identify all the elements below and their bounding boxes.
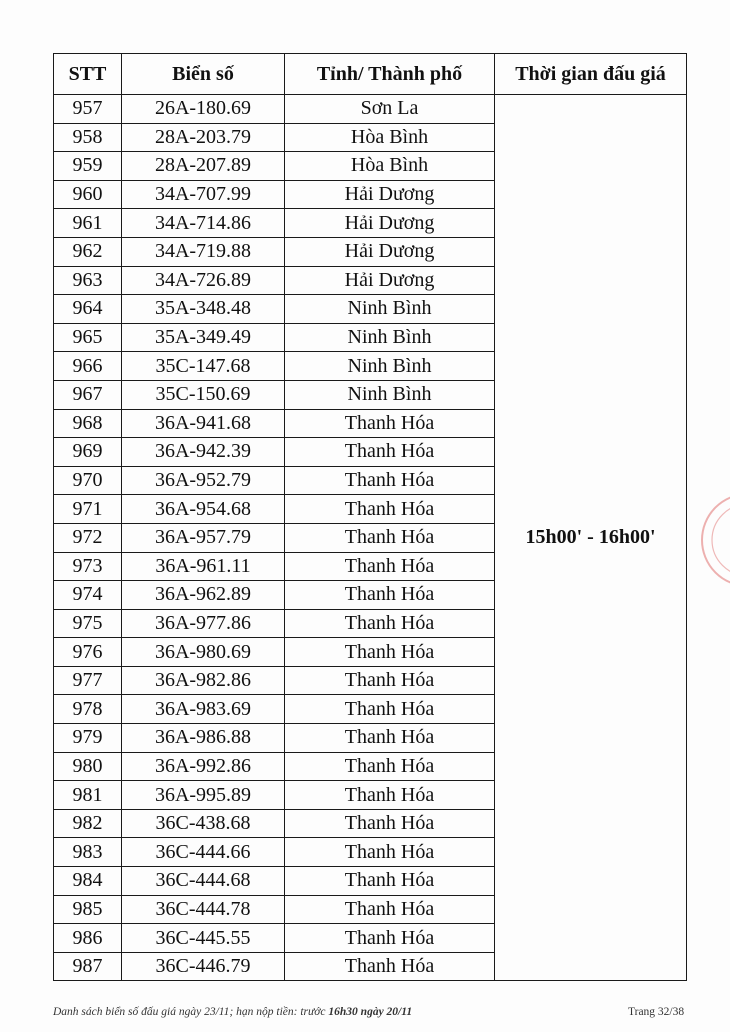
auction-time-slot: 15h00' - 16h00' (495, 95, 687, 981)
row-plate-number: 36A-992.86 (122, 752, 285, 781)
row-province: Thanh Hóa (285, 438, 495, 467)
row-province: Thanh Hóa (285, 523, 495, 552)
row-stt: 986 (54, 924, 122, 953)
row-province: Ninh Bình (285, 295, 495, 324)
row-plate-number: 36A-954.68 (122, 495, 285, 524)
row-stt: 961 (54, 209, 122, 238)
row-province: Thanh Hóa (285, 838, 495, 867)
row-plate-number: 36A-941.68 (122, 409, 285, 438)
row-plate-number: 36A-942.39 (122, 438, 285, 467)
row-plate-number: 36A-982.86 (122, 666, 285, 695)
row-province: Thanh Hóa (285, 695, 495, 724)
row-stt: 957 (54, 95, 122, 124)
row-province: Hải Dương (285, 237, 495, 266)
footer-text-prefix: Danh sách biển số đấu giá ngày (53, 1006, 205, 1018)
row-stt: 984 (54, 867, 122, 896)
header-plate-number: Biển số (122, 54, 285, 95)
table-row (54, 95, 687, 124)
row-plate-number: 36C-446.79 (122, 952, 285, 981)
row-stt: 968 (54, 409, 122, 438)
row-stt: 977 (54, 666, 122, 695)
row-stt: 978 (54, 695, 122, 724)
row-plate-number: 36A-983.69 (122, 695, 285, 724)
row-plate-number: 36C-438.68 (122, 809, 285, 838)
row-stt: 976 (54, 638, 122, 667)
row-stt: 963 (54, 266, 122, 295)
row-plate-number: 36C-445.55 (122, 924, 285, 953)
row-plate-number: 34A-726.89 (122, 266, 285, 295)
row-stt: 960 (54, 180, 122, 209)
row-plate-number: 35A-348.48 (122, 295, 285, 324)
header-auction-time: Thời gian đấu giá (495, 54, 687, 95)
row-plate-number: 36A-961.11 (122, 552, 285, 581)
row-province: Hải Dương (285, 180, 495, 209)
row-province: Ninh Bình (285, 352, 495, 381)
row-province: Thanh Hóa (285, 952, 495, 981)
row-stt: 966 (54, 352, 122, 381)
row-stt: 970 (54, 466, 122, 495)
row-plate-number: 34A-707.99 (122, 180, 285, 209)
row-plate-number: 35A-349.49 (122, 323, 285, 352)
row-stt: 982 (54, 809, 122, 838)
row-plate-number: 36C-444.68 (122, 867, 285, 896)
row-stt: 985 (54, 895, 122, 924)
row-plate-number: 36A-980.69 (122, 638, 285, 667)
header-province: Tỉnh/ Thành phố (285, 54, 495, 95)
row-province: Thanh Hóa (285, 609, 495, 638)
row-province: Thanh Hóa (285, 752, 495, 781)
row-plate-number: 34A-719.88 (122, 237, 285, 266)
footer-note (53, 1006, 412, 1018)
row-stt: 974 (54, 581, 122, 610)
row-stt: 962 (54, 237, 122, 266)
row-province: Sơn La (285, 95, 495, 124)
row-plate-number: 28A-207.89 (122, 152, 285, 181)
row-plate-number: 34A-714.86 (122, 209, 285, 238)
row-plate-number: 36A-952.79 (122, 466, 285, 495)
row-stt: 964 (54, 295, 122, 324)
row-stt: 981 (54, 781, 122, 810)
page-number: Trang 32/38 (628, 1006, 685, 1018)
row-province: Hải Dương (285, 209, 495, 238)
row-stt: 972 (54, 523, 122, 552)
row-province: Hòa Bình (285, 123, 495, 152)
row-plate-number: 36C-444.66 (122, 838, 285, 867)
row-province: Thanh Hóa (285, 724, 495, 753)
row-province: Hải Dương (285, 266, 495, 295)
row-stt: 958 (54, 123, 122, 152)
row-province: Thanh Hóa (285, 638, 495, 667)
row-province: Thanh Hóa (285, 666, 495, 695)
row-plate-number: 26A-180.69 (122, 95, 285, 124)
row-stt: 965 (54, 323, 122, 352)
row-province: Ninh Bình (285, 380, 495, 409)
row-plate-number: 36C-444.78 (122, 895, 285, 924)
row-stt: 969 (54, 438, 122, 467)
row-plate-number: 35C-147.68 (122, 352, 285, 381)
stamp-fragment-icon (700, 470, 730, 610)
row-plate-number: 35C-150.69 (122, 380, 285, 409)
row-province: Thanh Hóa (285, 809, 495, 838)
row-province: Thanh Hóa (285, 895, 495, 924)
license-plate-table (53, 53, 687, 981)
row-province: Thanh Hóa (285, 552, 495, 581)
row-stt: 973 (54, 552, 122, 581)
row-plate-number: 36A-962.89 (122, 581, 285, 610)
header-stt: STT (54, 54, 122, 95)
row-plate-number: 36A-995.89 (122, 781, 285, 810)
footer-text-mid: ; hạn nộp tiền: trước (229, 1006, 329, 1018)
row-province: Ninh Bình (285, 323, 495, 352)
row-province: Thanh Hóa (285, 495, 495, 524)
row-province: Thanh Hóa (285, 924, 495, 953)
table-body (54, 95, 687, 981)
row-province: Thanh Hóa (285, 409, 495, 438)
row-province: Thanh Hóa (285, 867, 495, 896)
row-stt: 975 (54, 609, 122, 638)
row-plate-number: 36A-986.88 (122, 724, 285, 753)
row-province: Thanh Hóa (285, 466, 495, 495)
row-stt: 983 (54, 838, 122, 867)
row-plate-number: 28A-203.79 (122, 123, 285, 152)
row-stt: 987 (54, 952, 122, 981)
row-stt: 967 (54, 380, 122, 409)
row-stt: 959 (54, 152, 122, 181)
row-stt: 980 (54, 752, 122, 781)
row-province: Hòa Bình (285, 152, 495, 181)
row-plate-number: 36A-977.86 (122, 609, 285, 638)
footer-deadline: 16h30 ngày 20/11 (328, 1006, 413, 1018)
row-stt: 979 (54, 724, 122, 753)
row-province: Thanh Hóa (285, 781, 495, 810)
row-plate-number: 36A-957.79 (122, 523, 285, 552)
row-province: Thanh Hóa (285, 581, 495, 610)
row-stt: 971 (54, 495, 122, 524)
footer-auction-date: 23/11 (204, 1006, 230, 1018)
table-header-row (54, 54, 687, 95)
